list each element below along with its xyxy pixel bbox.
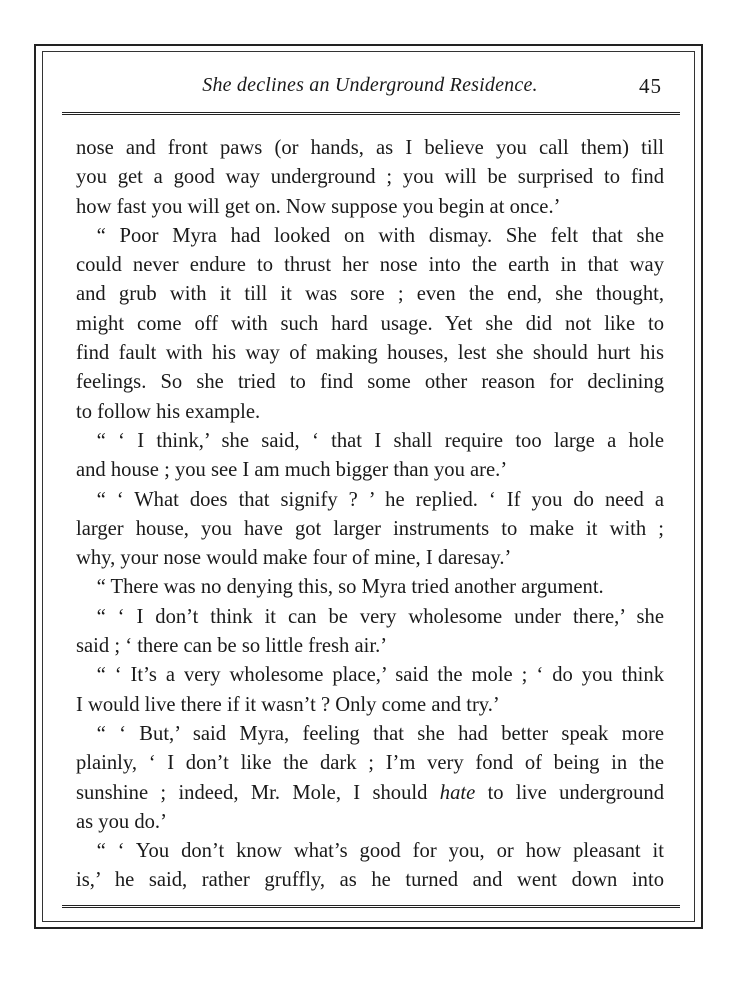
- emphasis-word: hate: [439, 781, 476, 804]
- text-line: “ ‘ But,’ said Myra, feeling that she had better speak more: [76, 722, 664, 745]
- text-line: I would live there if it wasn’t ? Only come and try.’: [76, 693, 500, 716]
- header-rule: [62, 112, 680, 115]
- text-line: “ ‘ You don’t know what’s good for you, or how pleasant it: [76, 840, 664, 863]
- text-line: plainly, ‘ I don’t like the dark ; I’m very fond of being in the: [76, 752, 664, 775]
- footer-rule: [62, 905, 680, 908]
- page-header: [60, 72, 680, 102]
- text-line: and house ; you see I am much bigger than you are.’: [76, 459, 508, 482]
- text-line: “ ‘ I think,’ she said, ‘ that I shall require too large a hole: [76, 429, 664, 452]
- text-line: said ; ‘ there can be so little fresh air.’: [76, 635, 388, 658]
- page-number: 45: [639, 74, 662, 98]
- text-line: might come off with such hard usage. Yet she did not like to: [76, 312, 664, 335]
- text-line: “ Poor Myra had looked on with dismay. She felt that she: [76, 224, 664, 247]
- text-line: as you do.’: [76, 810, 167, 833]
- text-line: how fast you will get on. Now suppose you begin at once.’: [76, 195, 561, 218]
- text-line: nose and front paws (or hands, as I believe you call them) till: [76, 137, 664, 159]
- text-line: “ ‘ What does that signify ? ’ he replied. ‘ If you do need a: [76, 488, 664, 511]
- text-segment: sunshine ; indeed, Mr. Mole, I should: [76, 781, 440, 804]
- text-line: could never endure to thrust her nose into the earth in that way: [76, 254, 664, 277]
- text-line: and grub with it till it was sore ; even the end, she thought,: [76, 283, 664, 306]
- text-line: larger house, you have got larger instruments to make it with ;: [76, 517, 664, 540]
- text-line: [76, 779, 664, 808]
- text-segment: to live underground: [475, 781, 664, 804]
- text-line: to follow his example.: [76, 400, 261, 423]
- text-line: feelings. So she tried to find some other reason for declining: [76, 371, 664, 394]
- running-title: She declines an Underground Residence.: [202, 74, 538, 96]
- text-line: you get a good way underground ; you will be surprised to find: [76, 166, 664, 189]
- text-line: “ ‘ I don’t think it can be very wholesome under there,’ she: [76, 605, 664, 628]
- text-line: “ There was no denying this, so Myra tried another argument.: [76, 576, 604, 599]
- text-line: is,’ he said, rather gruffly, as he turned and went down into: [76, 869, 664, 892]
- text-line: why, your nose would make four of mine, I daresay.’: [76, 547, 512, 570]
- body-text: [76, 134, 664, 896]
- text-line: find fault with his way of making houses, lest she should hurt his: [76, 342, 664, 365]
- text-line: “ ‘ It’s a very wholesome place,’ said the mole ; ‘ do you think: [76, 664, 664, 687]
